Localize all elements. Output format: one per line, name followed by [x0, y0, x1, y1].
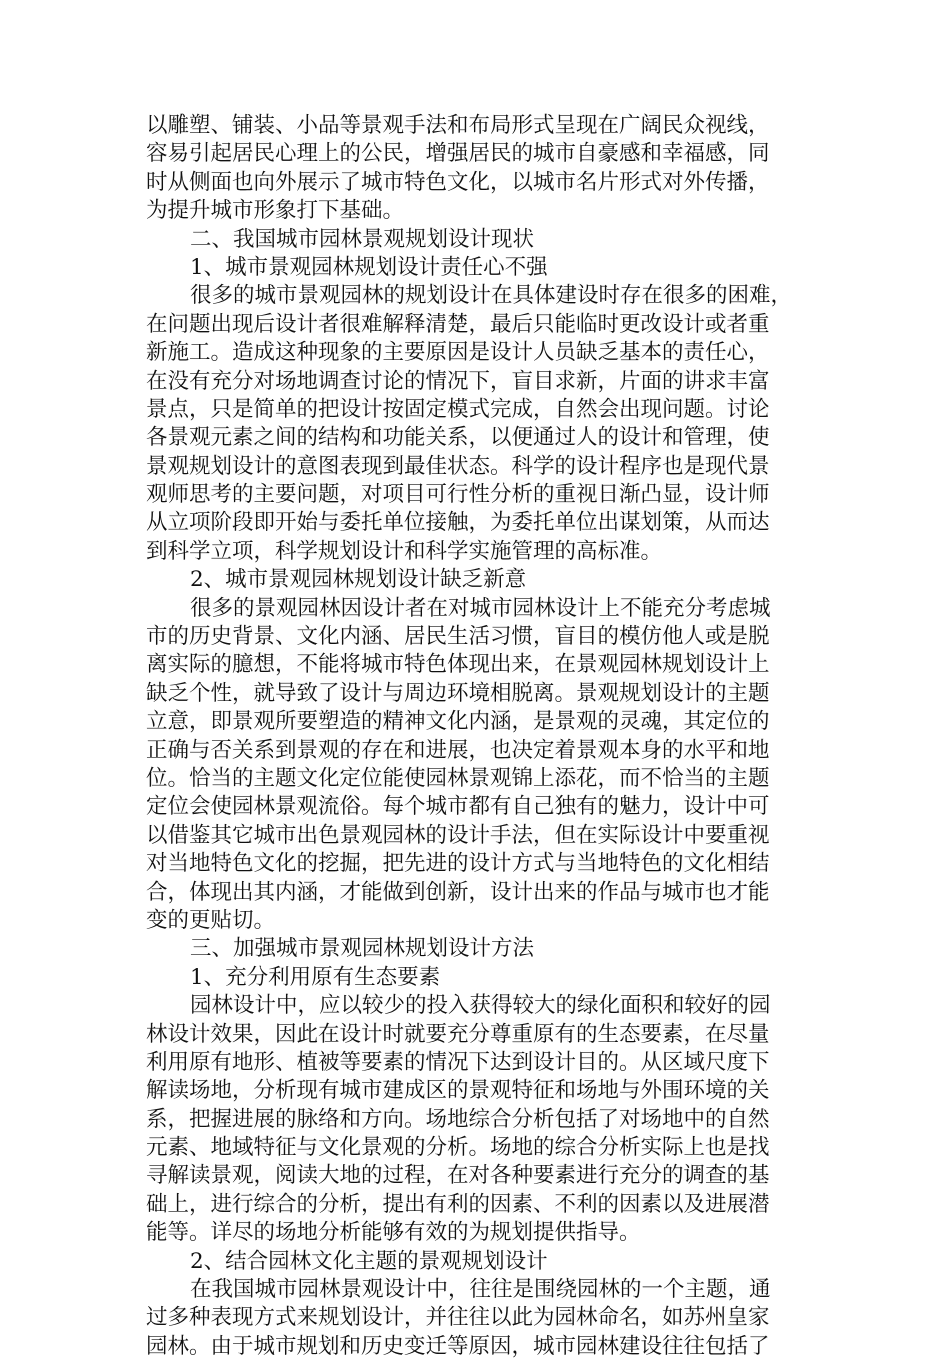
- text-line: 缺乏个性，就导致了设计与周边环境相脱离。景观规划设计的主题: [146, 680, 770, 706]
- text-line: 新施工。造成这种现象的主要原因是设计人员缺乏基本的责任心，: [146, 340, 770, 366]
- text-line: 立意，即景观所要塑造的精神文化内涵，是景观的灵魂，其定位的: [146, 709, 770, 735]
- subsection-heading: 2、城市景观园林规划设计缺乏新意: [190, 567, 527, 593]
- text-line: 元素、地域特征与文化景观的分析。场地的综合分析实际上也是找: [146, 1135, 770, 1161]
- text-line: 系，把握进展的脉络和方向。场地综合分析包括了对场地中的自然: [146, 1106, 770, 1132]
- text-line: 景观规划设计的意图表现到最佳状态。科学的设计程序也是现代景: [146, 453, 770, 479]
- text-line: 园林设计中，应以较少的投入获得较大的绿化面积和较好的园: [190, 993, 771, 1019]
- text-line: 很多的景观园林因设计者在对城市园林设计上不能充分考虑城: [190, 595, 771, 621]
- text-line: 寻解读景观，阅读大地的过程，在对各种要素进行充分的调查的基: [146, 1163, 770, 1189]
- text-line: 础上，进行综合的分析，提出有利的因素、不利的因素以及进展潜: [146, 1191, 770, 1217]
- text-line: 对当地特色文化的挖掘，把先进的设计方式与当地特色的文化相结: [146, 851, 770, 877]
- text-line: 很多的城市景观园林的规划设计在具体建设时存在很多的困难，: [190, 283, 793, 309]
- text-line: 观师思考的主要问题，对项目可行性分析的重视日渐凸显，设计师: [146, 482, 770, 508]
- text-line: 容易引起居民心理上的公民，增强居民的城市自豪感和幸福感，同: [146, 141, 770, 167]
- document-page: [146, 112, 806, 1361]
- text-line: 景点，只是简单的把设计按固定模式完成，自然会出现问题。讨论: [146, 396, 770, 422]
- text-line: 园林。由于城市规划和历史变迁等原因，城市园林建设往往包括了: [146, 1333, 770, 1359]
- text-line: 在问题出现后设计者很难解释清楚，最后只能临时更改设计或者重: [146, 311, 770, 337]
- subsection-heading: 1、城市景观园林规划设计责任心不强: [190, 254, 548, 280]
- text-line: 位。恰当的主题文化定位能使园林景观锦上添花，而不恰当的主题: [146, 765, 770, 791]
- text-line: 定位会使园林景观流俗。每个城市都有自己独有的魅力，设计中可: [146, 794, 770, 820]
- text-line: 合，体现出其内涵，才能做到创新，设计出来的作品与城市也才能: [146, 879, 770, 905]
- text-line: 以雕塑、铺装、小品等景观手法和布局形式呈现在广阔民众视线，: [146, 113, 770, 138]
- text-line: 能等。详尽的场地分析能够有效的为规划提供指导。: [146, 1220, 641, 1246]
- text-line: 各景观元素之间的结构和功能关系，以便通过人的设计和管理，使: [146, 425, 770, 451]
- section-heading: 二、我国城市园林景观规划设计现状: [190, 226, 535, 252]
- subsection-heading: 1、充分利用原有生态要素: [190, 964, 441, 990]
- text-line: 变的更贴切。: [146, 907, 276, 933]
- text-line: 以借鉴其它城市出色景观园林的设计手法，但在实际设计中要重视: [146, 822, 770, 848]
- text-line: 从立项阶段即开始与委托单位接触，为委托单位出谋划策，从而达: [146, 510, 770, 536]
- subsection-heading: 2、结合园林文化主题的景观规划设计: [190, 1248, 548, 1274]
- section-heading: 三、加强城市景观园林规划设计方法: [190, 936, 535, 962]
- text-line: 过多种表现方式来规划设计，并往往以此为园林命名，如苏州皇家: [146, 1305, 770, 1331]
- text-line: 在我国城市园林景观设计中，往往是围绕园林的一个主题，通: [190, 1277, 771, 1303]
- text-line: 到科学立项，科学规划设计和科学实施管理的高标准。: [146, 538, 663, 564]
- text-line: 正确与否关系到景观的存在和进展，也决定着景观本身的水平和地: [146, 737, 770, 763]
- text-line: 解读场地，分析现有城市建成区的景观特征和场地与外围环境的关: [146, 1078, 770, 1104]
- text-line: 离实际的臆想，不能将城市特色体现出来，在景观园林规划设计上: [146, 652, 770, 678]
- text-line: 为提升城市形象打下基础。: [146, 198, 405, 224]
- text-line: 林设计效果，因此在设计时就要充分尊重原有的生态要素，在尽量: [146, 1021, 770, 1047]
- text-line: 利用原有地形、植被等要素的情况下达到设计目的。从区域尺度下: [146, 1049, 770, 1075]
- text-line: 在没有充分对场地调查讨论的情况下，盲目求新，片面的讲求丰富: [146, 368, 770, 394]
- text-line: 市的历史背景、文化内涵、居民生活习惯，盲目的模仿他人或是脱: [146, 624, 770, 650]
- text-line: 时从侧面也向外展示了城市特色文化，以城市名片形式对外传播，: [146, 169, 770, 195]
